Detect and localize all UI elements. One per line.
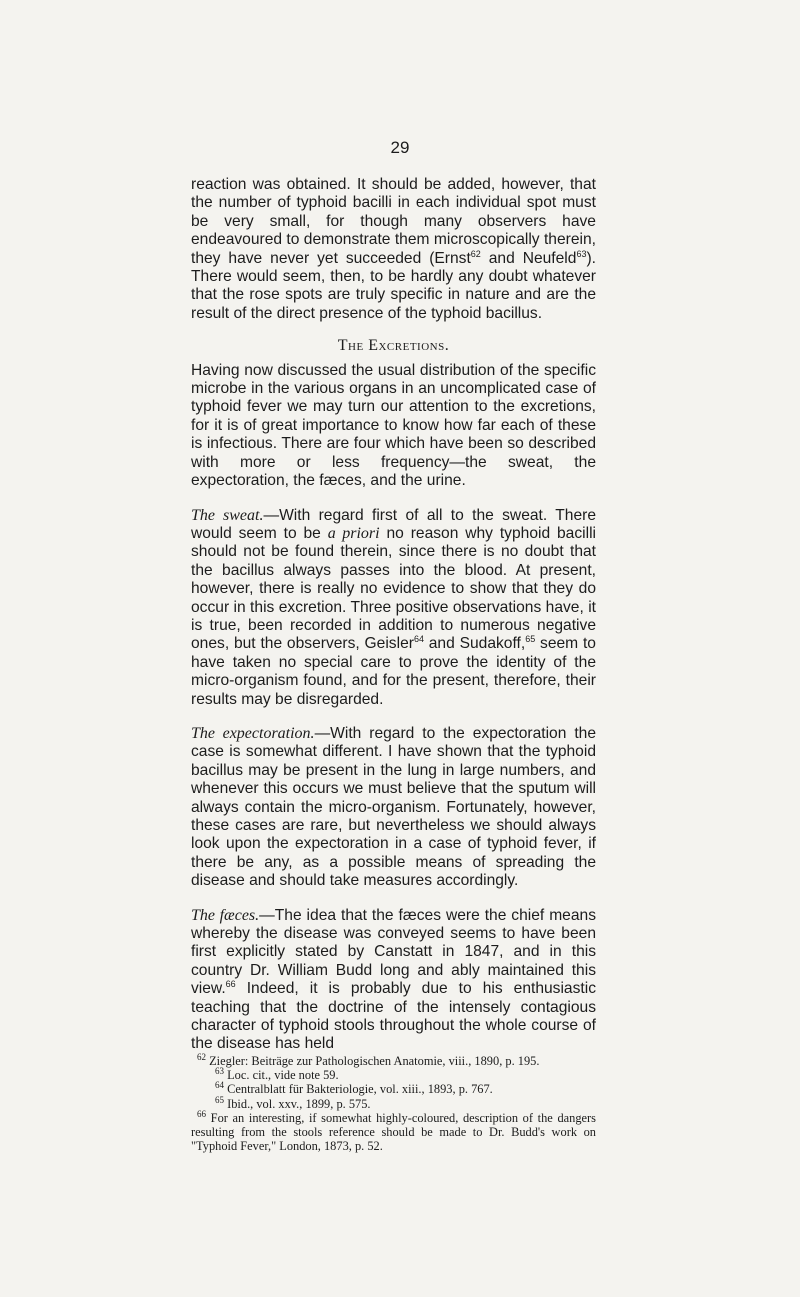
- section-heading: The Excretions.: [337, 337, 450, 355]
- faeces-title: The fæces.: [191, 906, 260, 924]
- footnote-66: $^{66}$ For an interesting, if somewhat highly-coloured, description of the dangers resulting from the stools reference should be made to Dr. Budd's work on "Typhoid Fever," London, 1873, p. 52.: [191, 1108, 596, 1154]
- intro-paragraph: reaction was obtained. It should be added, however, that the number of typhoid bacilli in each individual spot must be very small, for though many observers have endeavoured to demonstrate them microscopically therein, they have never yet succeeded (Ernst$^{62}$ and Neufeld$^{63}$). There would seem, then, to be hardly any doubt whatever that the rose spots are truly specific in nature and are the result of the direct presence of the typhoid bacillus.: [191, 176, 596, 322]
- footnotes: [191, 1051, 596, 1154]
- footnote-ref[interactable]: 64: [413, 634, 424, 645]
- footnote-62: $^{62}$ Ziegler: Beiträge zur Pathologischen Anatomie, viii., 1890, p. 195.: [197, 1051, 540, 1068]
- footnote-64: $^{64}$ Centralblatt für Bakteriologie, vol. xiii., 1893, p. 767.: [215, 1080, 493, 1097]
- page-number: 29: [390, 138, 410, 157]
- footnote-ref[interactable]: 66: [225, 979, 236, 990]
- footnote-63: $^{63}$ Loc. cit., vide note 59.: [215, 1066, 339, 1083]
- footnote-ref[interactable]: 63: [576, 248, 587, 259]
- expectoration-title: The expectoration.: [191, 724, 315, 742]
- faeces-paragraph: The fæces.—The idea that the fæces were the chief means whereby the disease was conveyed seems to have been first explicitly stated by Canstatt in 1847, and in this country Dr. William Budd long and ably maintained this view.$^{66}$ Indeed, it is probably due to his enthusiastic teaching that the doctrine of the intensely contagious character of typhoid stools throughout the whole course of the disease has held: [191, 906, 596, 1053]
- footnote-ref[interactable]: 62: [470, 248, 481, 259]
- excretions-paragraph: Having now discussed the usual distribution of the specific microbe in the various organs in an uncomplicated case of typhoid fever we may turn our attention to the excretions, for it is of great importance to know how far each of these is infectious. There are four which have been so described with more or less frequency—the sweat, the expectoration, the fæces, and the urine.: [191, 361, 596, 490]
- sweat-title: The sweat.: [191, 506, 264, 524]
- footnote-65: $^{65}$ Ibid., vol. xxv., 1899, p. 575.: [215, 1094, 371, 1111]
- footnote-ref[interactable]: 65: [525, 634, 536, 645]
- sweat-paragraph: The sweat.—With regard first of all to the sweat. There would seem to be a priori no reason why typhoid bacilli should not be found therein, since there is no doubt that the bacillus always passes into the blood. At present, however, there is really no evidence to show that they do occur in this excretion. Three positive observations have, it is true, been recorded in addition to numerous negative ones, but the observers, Geisler$^{64}$ and Sudakoff,$^{65}$ seem to have taken no special care to prove the identity of the micro-organism found, and for the present, therefore, their results may be disregarded.: [191, 506, 597, 708]
- body-text: [191, 176, 596, 1054]
- expectoration-paragraph: The expectoration.—With regard to the expectoration the case is somewhat different. I have shown that the typhoid bacillus may be present in the lung in large numbers, and whenever this occurs we must believe that the sputum will always contain the micro-organism. Fortunately, however, these cases are rare, but nevertheless we should always look upon the expectoration in a case of typhoid fever, if there be any, as a possible means of spreading the disease and should take measures accordingly.: [191, 724, 596, 890]
